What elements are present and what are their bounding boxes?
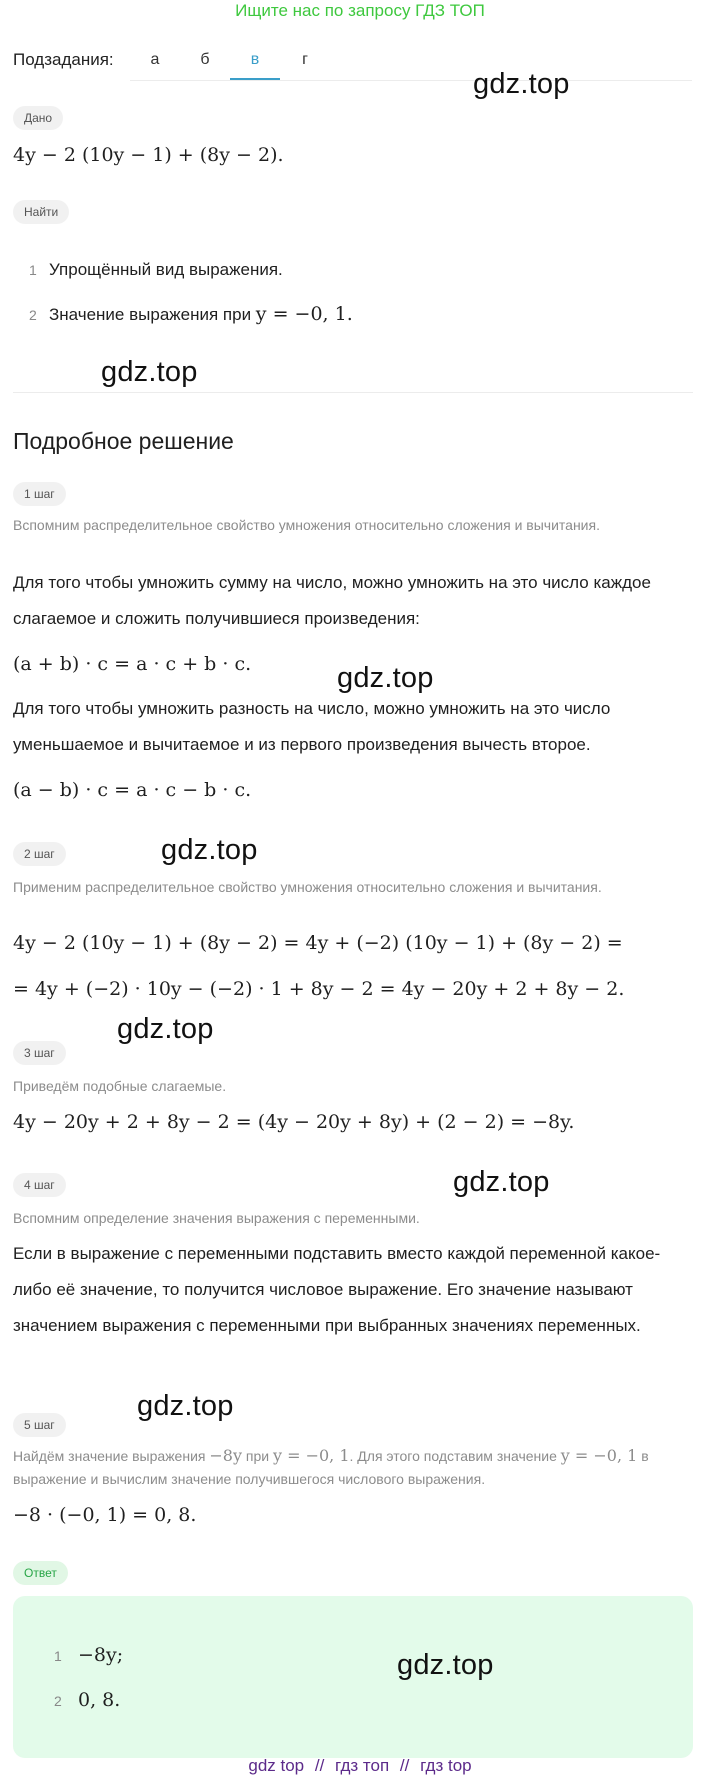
given-chip: Дано <box>13 106 63 130</box>
watermark: gdz.top <box>101 356 198 388</box>
step-5-formula-1: −8 · (−0, 1) = 0, 8. <box>13 1504 197 1526</box>
watermark: gdz.top <box>117 1013 214 1045</box>
step-5-hint-math: y = −0, 1 <box>272 1446 350 1465</box>
step-5-hint-math: y = −0, 1 <box>560 1446 638 1465</box>
watermark: gdz.top <box>473 68 570 100</box>
step-2-formula-1: 4y − 2 (10y − 1) + (8y − 2) = 4y + (−2) (10y − 1) + (8y − 2) = <box>13 932 623 954</box>
watermark: gdz.top <box>337 662 434 694</box>
step-5-hint-math: −8y <box>209 1446 242 1465</box>
step-5-hint-part: Найдём значение выражения <box>13 1448 210 1464</box>
footer-separator: // <box>314 1756 325 1775</box>
answer-item-1 <box>54 1644 123 1666</box>
find-item-number: 2 <box>29 307 37 323</box>
watermark: gdz.top <box>397 1649 494 1681</box>
step-1-formula-2: (a − b) · c = a · c − b · c. <box>13 779 252 801</box>
answer-chip: Ответ <box>13 1561 68 1585</box>
step-2-formula-2: = 4y + (−2) · 10y − (−2) · 1 + 8y − 2 = 4y − 20y + 2 + 8y − 2. <box>13 978 625 1000</box>
tab-g[interactable]: г <box>302 51 308 68</box>
answer-item-number: 1 <box>54 1648 62 1664</box>
step-4-hint: Вспомним определение значения выражения с переменными. <box>13 1210 420 1226</box>
step-1-formula-1: (a + b) · c = a · c + b · c. <box>13 653 252 675</box>
find-item-2 <box>29 303 353 325</box>
tab-b[interactable]: б <box>200 51 210 68</box>
watermark: gdz.top <box>137 1390 234 1422</box>
footer <box>0 1756 720 1776</box>
given-expression: 4y − 2 (10y − 1) + (8y − 2). <box>13 144 284 166</box>
watermark: gdz.top <box>161 834 258 866</box>
answer-item-2 <box>54 1689 120 1711</box>
footer-link[interactable]: gdz top <box>248 1756 305 1775</box>
step-3-formula-1: 4y − 20y + 2 + 8y − 2 = (4y − 20y + 8y) + (2 − 2) = −8y. <box>13 1111 575 1133</box>
step-3-chip: 3 шаг <box>13 1041 66 1065</box>
answer-item-value: −8y; <box>78 1644 124 1666</box>
step-1-text-2: Для того чтобы умножить разность на число, можно умножить на это число уменьшаемое и вычитаемое и из первого произведения вычесть второе. <box>13 699 611 754</box>
answer-item-value: 0, 8. <box>78 1689 121 1711</box>
section-divider <box>13 392 693 393</box>
step-2-hint: Применим распределительное свойство умножения относительно сложения и вычитания. <box>13 879 602 895</box>
tab-v[interactable]: в <box>230 40 280 80</box>
step-1-chip: 1 шаг <box>13 482 66 506</box>
find-item-1 <box>29 260 283 280</box>
top-banner: Ищите нас по запросу ГДЗ ТОП <box>235 1 485 20</box>
subtasks-label: Подзадания: <box>13 50 114 69</box>
tab-a[interactable]: а <box>150 51 160 68</box>
step-5-hint <box>13 1444 673 1491</box>
step-5-hint-part: в выражение и вычислим значение получившегося числового выражения. <box>13 1448 649 1487</box>
footer-link[interactable]: гдз top <box>420 1756 472 1775</box>
step-2-chip: 2 шаг <box>13 842 66 866</box>
find-item-number: 1 <box>29 262 37 278</box>
find-item-math: y = −0, 1. <box>255 303 353 325</box>
find-item-text: Упрощённый вид выражения. <box>49 260 283 279</box>
answer-item-number: 2 <box>54 1693 62 1709</box>
step-5-chip: 5 шаг <box>13 1413 66 1437</box>
find-chip: Найти <box>13 200 69 224</box>
step-3-hint: Приведём подобные слагаемые. <box>13 1078 227 1094</box>
find-item-text: Значение выражения при <box>49 305 256 324</box>
step-5-hint-part: при <box>242 1448 273 1464</box>
step-1-hint: Вспомним распределительное свойство умножения относительно сложения и вычитания. <box>13 517 600 533</box>
footer-link[interactable]: гдз топ <box>335 1756 390 1775</box>
answer-box <box>13 1596 693 1758</box>
watermark: gdz.top <box>453 1166 550 1198</box>
subtask-tabs <box>130 40 330 80</box>
step-4-text-1: Если в выражение с переменными подставить вместо каждой переменной какое-либо её значение, то получится числовое выражение. Его значение называют значением выражения с переменными при выбранных значениях переменных. <box>13 1244 661 1335</box>
footer-separator: // <box>399 1756 410 1775</box>
solution-title: Подробное решение <box>13 428 234 454</box>
step-5-hint-part: . Для этого подставим значение <box>349 1448 561 1464</box>
step-1-text-1: Для того чтобы умножить сумму на число, можно умножить на это число каждое слагаемое и сложить получившиеся произведения: <box>13 573 651 628</box>
tabs-underline <box>130 80 692 81</box>
step-4-chip: 4 шаг <box>13 1173 66 1197</box>
